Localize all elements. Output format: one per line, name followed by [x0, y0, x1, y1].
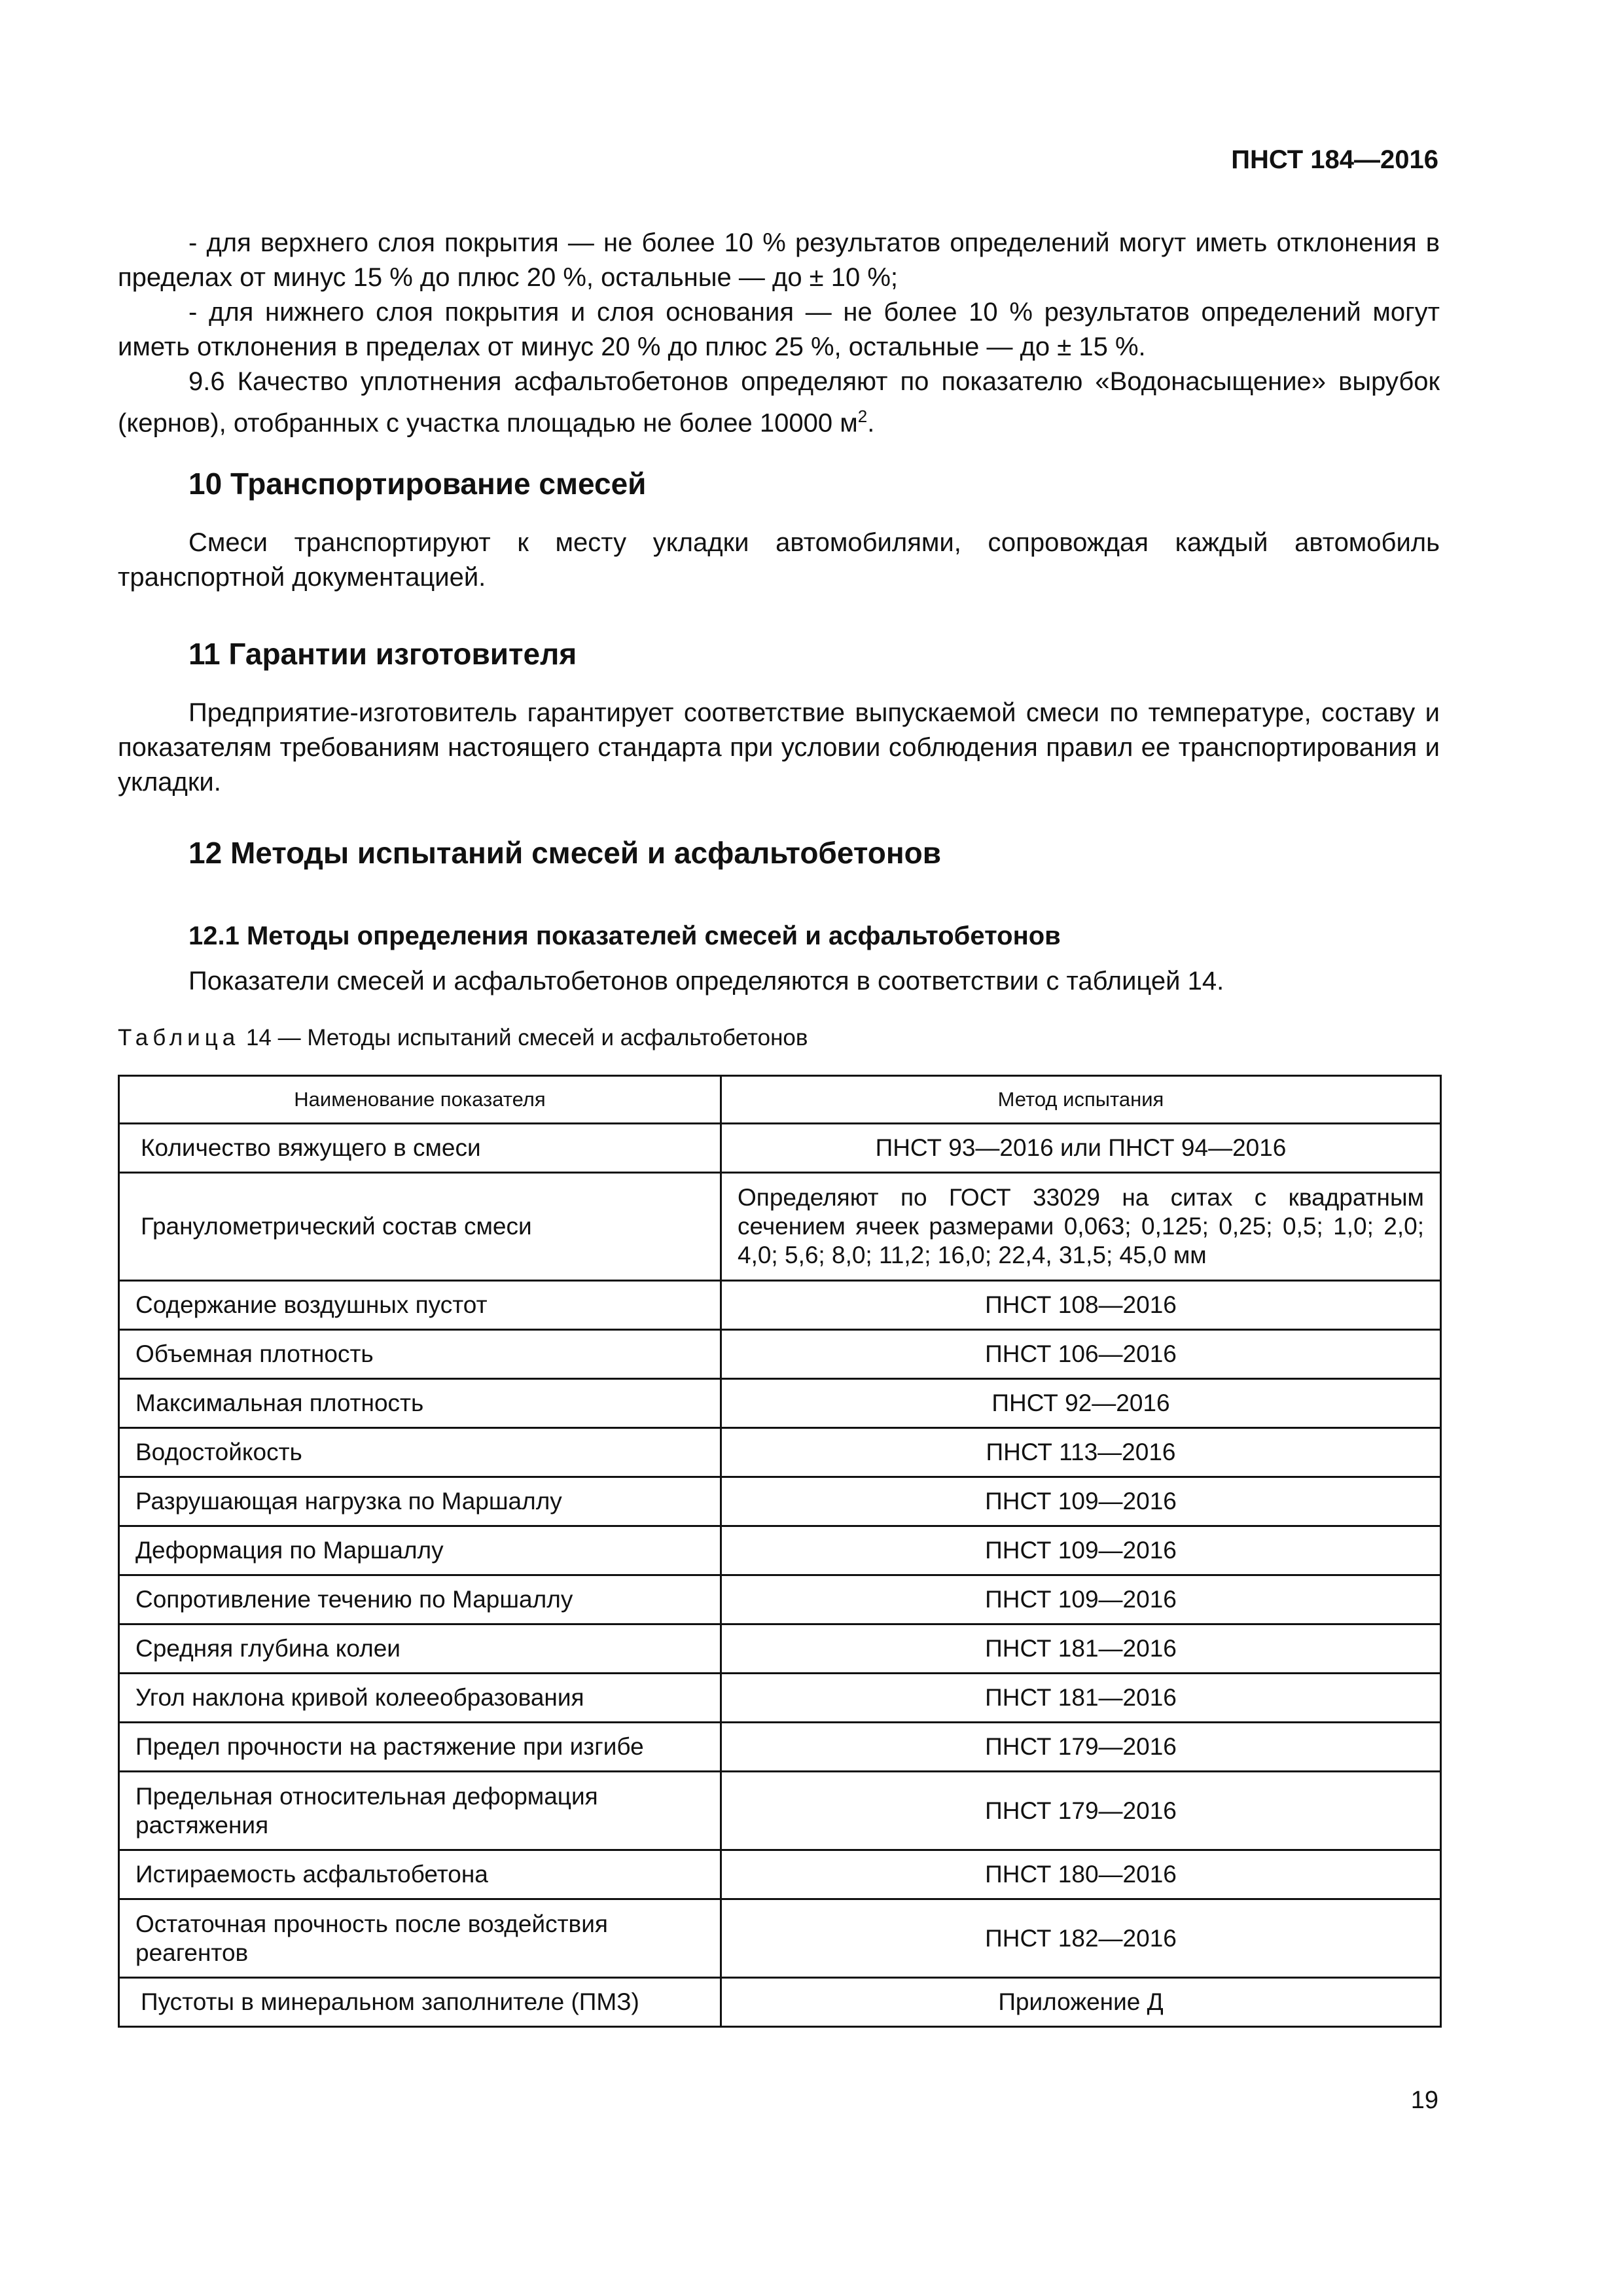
table-row	[119, 1978, 1441, 2027]
list-item-lower-layer: - для нижнего слоя покрытия и слоя основания — не более 10 % результатов определений могут иметь отклонения в пределах от минус 20 % до плюс 25 %, остальные — до ± 15 %.	[118, 298, 1440, 361]
superscript: 2	[857, 406, 868, 426]
methods-table	[118, 1075, 1442, 2028]
indicator-cell: Объемная плотность	[119, 1330, 721, 1379]
paragraph-9-6	[118, 365, 1440, 440]
table-row	[119, 1624, 1441, 1674]
indicator-cell: Водостойкость	[119, 1428, 721, 1477]
indicator-cell: Разрушающая нагрузка по Маршаллу	[119, 1477, 721, 1526]
method-cell: ПНСТ 108—2016	[721, 1281, 1441, 1330]
indicator-cell: Предел прочности на растяжение при изгибе	[119, 1723, 721, 1772]
indicator-cell: Деформация по Маршаллу	[119, 1526, 721, 1575]
table-row	[119, 1281, 1441, 1330]
table-caption-text: 14 — Методы испытаний смесей и асфальтобетонов	[240, 1025, 808, 1050]
section-11-text: Предприятие-изготовитель гарантирует соответствие выпускаемой смеси по температуре, составу и показателям требованиям настоящего стандарта при условии соблюдения правил ее транспортирования и укладки.	[118, 698, 1440, 797]
method-cell: ПНСТ 113—2016	[721, 1428, 1441, 1477]
table-row	[119, 1575, 1441, 1624]
section-11-title: 11 Гарантии изготовителя	[188, 637, 577, 671]
document-code: ПНСТ 184—2016	[1231, 145, 1438, 174]
table-caption	[118, 1025, 808, 1051]
table-row	[119, 1674, 1441, 1723]
indicator-cell: Количество вяжущего в смеси	[119, 1124, 721, 1173]
section-12-title: 12 Методы испытаний смесей и асфальтобетонов	[188, 836, 941, 870]
indicator-cell: Предельная относительная деформация растяжения	[119, 1772, 721, 1850]
table-row	[119, 1526, 1441, 1575]
table-row	[119, 1428, 1441, 1477]
paragraph-9-6-text: 9.6 Качество уплотнения асфальтобетонов определяют по показателю «Водонасыщение» вырубок (кернов), отобранных с участка площадью не более 10000 м	[118, 367, 1440, 438]
method-cell: ПНСТ 179—2016	[721, 1772, 1441, 1850]
table-row	[119, 1723, 1441, 1772]
page-number: 19	[1410, 2087, 1438, 2114]
method-cell: ПНСТ 182—2016	[721, 1899, 1441, 1978]
section-12-1-text: Показатели смесей и асфальтобетонов определяются в соответствии с таблицей 14.	[188, 967, 1224, 996]
method-cell: ПНСТ 181—2016	[721, 1674, 1441, 1723]
table-row	[119, 1772, 1441, 1850]
method-cell: ПНСТ 109—2016	[721, 1575, 1441, 1624]
method-cell: ПНСТ 180—2016	[721, 1850, 1441, 1899]
table-row	[119, 1330, 1441, 1379]
table-row	[119, 1899, 1441, 1978]
header-indicator: Наименование показателя	[119, 1076, 721, 1124]
indicator-cell: Угол наклона кривой колееобразования	[119, 1674, 721, 1723]
section-12-1-title: 12.1 Методы определения показателей смесей и асфальтобетонов	[188, 922, 1061, 950]
method-cell: ПНСТ 181—2016	[721, 1624, 1441, 1674]
table-row	[119, 1477, 1441, 1526]
method-cell: ПНСТ 109—2016	[721, 1477, 1441, 1526]
section-12-1-body	[118, 964, 1440, 999]
method-cell: ПНСТ 93—2016 или ПНСТ 94—2016	[721, 1124, 1441, 1173]
table-row	[119, 1124, 1441, 1173]
method-cell: ПНСТ 92—2016	[721, 1379, 1441, 1428]
indicator-cell: Пустоты в минеральном заполнителе (ПМЗ)	[119, 1978, 721, 2027]
method-cell: Приложение Д	[721, 1978, 1441, 2027]
indicator-cell: Остаточная прочность после воздействия реагентов	[119, 1899, 721, 1978]
section-11-body	[118, 696, 1440, 800]
header-method: Метод испытания	[721, 1076, 1441, 1124]
list-item-upper-layer: - для верхнего слоя покрытия — не более 10 % результатов определений могут иметь отклонения в пределах от минус 15 % до плюс 20 %, остальные — до ± 10 %;	[118, 228, 1440, 292]
method-cell: ПНСТ 106—2016	[721, 1330, 1441, 1379]
table-row	[119, 1173, 1441, 1281]
table-row	[119, 1850, 1441, 1899]
indicator-cell: Максимальная плотность	[119, 1379, 721, 1428]
method-cell: ПНСТ 109—2016	[721, 1526, 1441, 1575]
paragraph-9-6-end: .	[867, 408, 875, 438]
indicator-cell: Содержание воздушных пустот	[119, 1281, 721, 1330]
section-10-text: Смеси транспортируют к месту укладки автомобилями, сопровождая каждый автомобиль транспортной документацией.	[118, 528, 1440, 592]
indicator-cell: Истираемость асфальтобетона	[119, 1850, 721, 1899]
method-cell: ПНСТ 179—2016	[721, 1723, 1441, 1772]
indicator-cell: Средняя глубина колеи	[119, 1624, 721, 1674]
indicator-cell: Сопротивление течению по Маршаллу	[119, 1575, 721, 1624]
method-cell: Определяют по ГОСТ 33029 на ситах с квадратным сечением ячеек размерами 0,063; 0,125; 0,25; 0,5; 1,0; 2,0; 4,0; 5,6; 8,0; 11,2; 16,0; 22,4, 31,5; 45,0 мм	[721, 1173, 1441, 1281]
section-10-title: 10 Транспортирование смесей	[188, 467, 647, 501]
section-10-body	[118, 526, 1440, 595]
table-caption-label: Таблица	[118, 1025, 240, 1050]
table-header-row	[119, 1076, 1441, 1124]
table-row	[119, 1379, 1441, 1428]
intro-block	[118, 226, 1440, 440]
indicator-cell: Гранулометрический состав смеси	[119, 1173, 721, 1281]
